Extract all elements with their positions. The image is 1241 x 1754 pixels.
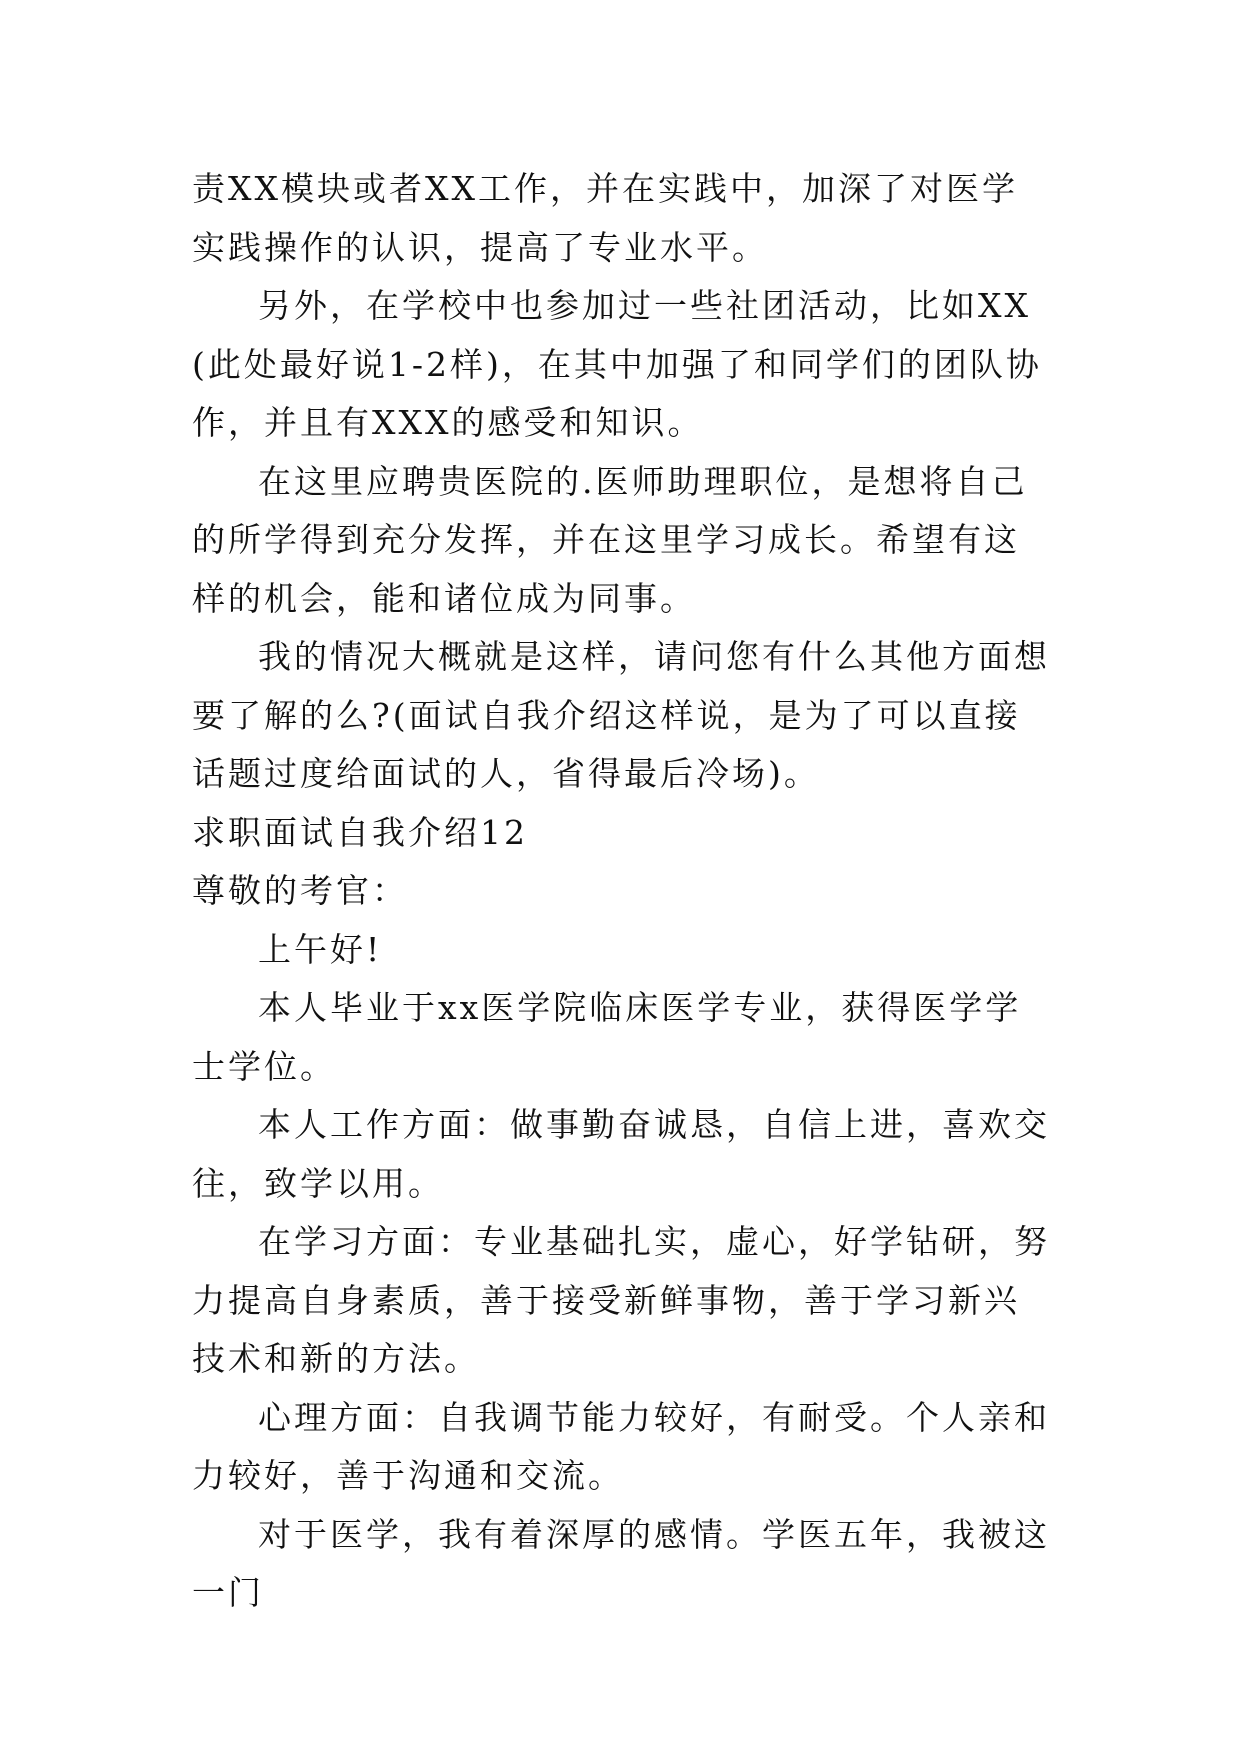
paragraph-study: 在学习方面：专业基础扎实，虚心，好学钻研，努力提高自身素质，善于接受新鲜事物，善于学习新兴技术和新的方法。 bbox=[192, 1222, 1050, 1378]
paragraph-2: 另外，在学校中也参加过一些社团活动，比如XX(此处最好说1-2样)，在其中加强了和同学们的团队协作，并且有XXX的感受和知识。 bbox=[192, 286, 1042, 442]
section-heading: 求职面试自我介绍12 bbox=[192, 812, 528, 852]
document-body bbox=[192, 160, 1052, 1623]
greeting: 上午好! bbox=[258, 929, 383, 969]
paragraph-1: 责XX模块或者XX工作，并在实践中，加深了对医学实践操作的认识，提高了专业水平。 bbox=[192, 169, 1018, 267]
salutation: 尊敬的考官： bbox=[192, 871, 408, 910]
paragraph-work: 本人工作方面：做事勤奋诚恳，自信上进，喜欢交往，致学以用。 bbox=[192, 1105, 1050, 1203]
paragraph-3: 在这里应聘贵医院的.医师助理职位，是想将自己的所学得到充分发挥，并在这里学习成长。希望有这样的机会，能和诸位成为同事。 bbox=[192, 461, 1028, 618]
paragraph-education: 本人毕业于xx医学院临床医学专业，获得医学学士学位。 bbox=[192, 988, 1022, 1086]
paragraph-4: 我的情况大概就是这样，请问您有什么其他方面想要了解的么?(面试自我介绍这样说，是为了可以直接话题过度给面试的人，省得最后冷场)。 bbox=[192, 637, 1050, 793]
paragraph-medicine: 对于医学，我有着深厚的感情。学医五年，我被这一门 bbox=[192, 1514, 1050, 1612]
paragraph-psychology: 心理方面：自我调节能力较好，有耐受。个人亲和力较好，善于沟通和交流。 bbox=[192, 1397, 1050, 1495]
